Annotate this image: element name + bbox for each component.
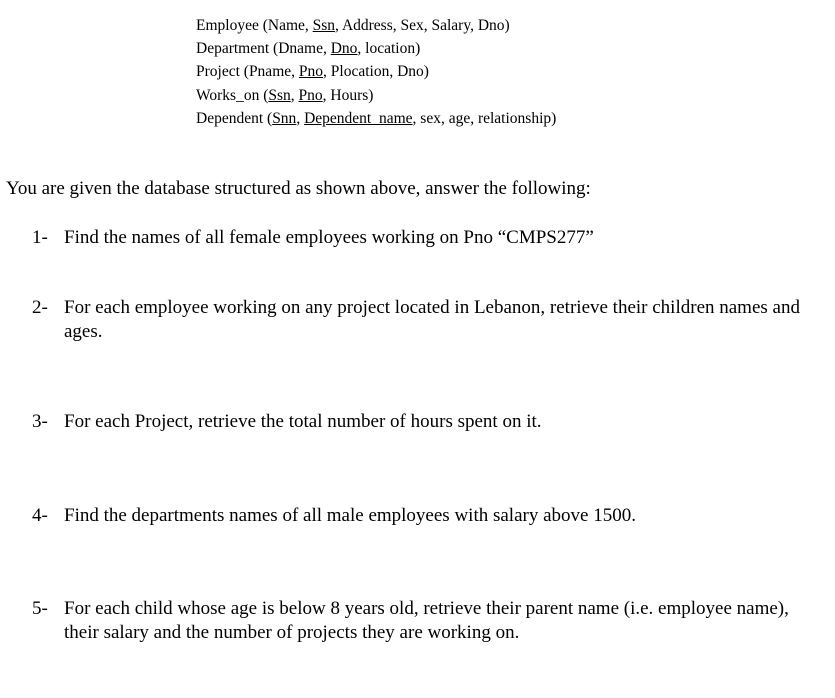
schema-department-pre: Department (Dname, [196,40,331,58]
schema-employee-pre: Employee (Name, [196,17,313,34]
schema-project-key: Pno [298,63,324,81]
question-3 [32,410,802,434]
schema-works-on [196,84,556,107]
intro-text: You are given the database structured as shown above, answer the following: [6,178,591,199]
schema-works-on-post: , Hours) [322,86,374,104]
schema-project-post: , Plocation, Dno) [323,63,429,81]
schema-dependent-pre: Dependent ( [196,109,273,127]
schema-employee-key: Ssn [312,17,336,34]
schema-dependent-mid: , [296,109,305,127]
schema-works-on-mid: , [290,86,299,104]
schema-employee-post: , Address, Sex, Salary, Dno) [335,17,510,34]
schema-project-pre: Project (Pname, [196,63,299,81]
schema-dependent-key1: Snn [272,109,297,127]
schema-project [196,60,556,83]
question-text: For each child whose age is below 8 years old, retrieve their parent name (i.e. employee name), their salary and the number of projects they are working on. [64,598,789,643]
question-text: For each Project, retrieve the total number of hours spent on it. [64,411,542,432]
schema-dependent-key2: Dependent_name [304,109,413,127]
question-text: For each employee working on any project located in Lebanon, retrieve their children names and ages. [64,297,800,342]
schema-works-on-key1: Ssn [268,86,291,104]
question-number: 5- [32,598,48,619]
question-1 [32,226,802,250]
schema-dependent [196,107,556,130]
question-number: 3- [32,411,48,432]
question-number: 4- [32,505,48,526]
schema-block [196,14,556,130]
schema-dependent-post: , sex, age, relationship) [412,109,557,127]
schema-department-key: Dno [330,40,358,58]
question-5 [32,597,802,645]
question-number: 1- [32,227,48,248]
question-number: 2- [32,297,48,318]
schema-works-on-key2: Pno [298,86,323,104]
schema-department [196,37,556,60]
question-text: Find the names of all female employees working on Pno “CMPS277” [64,227,594,248]
schema-works-on-pre: Works_on ( [196,86,269,104]
question-4 [32,504,802,528]
schema-department-post: , location) [357,40,421,58]
schema-employee [196,14,556,37]
question-2 [32,296,802,344]
question-text: Find the departments names of all male employees with salary above 1500. [64,505,636,526]
